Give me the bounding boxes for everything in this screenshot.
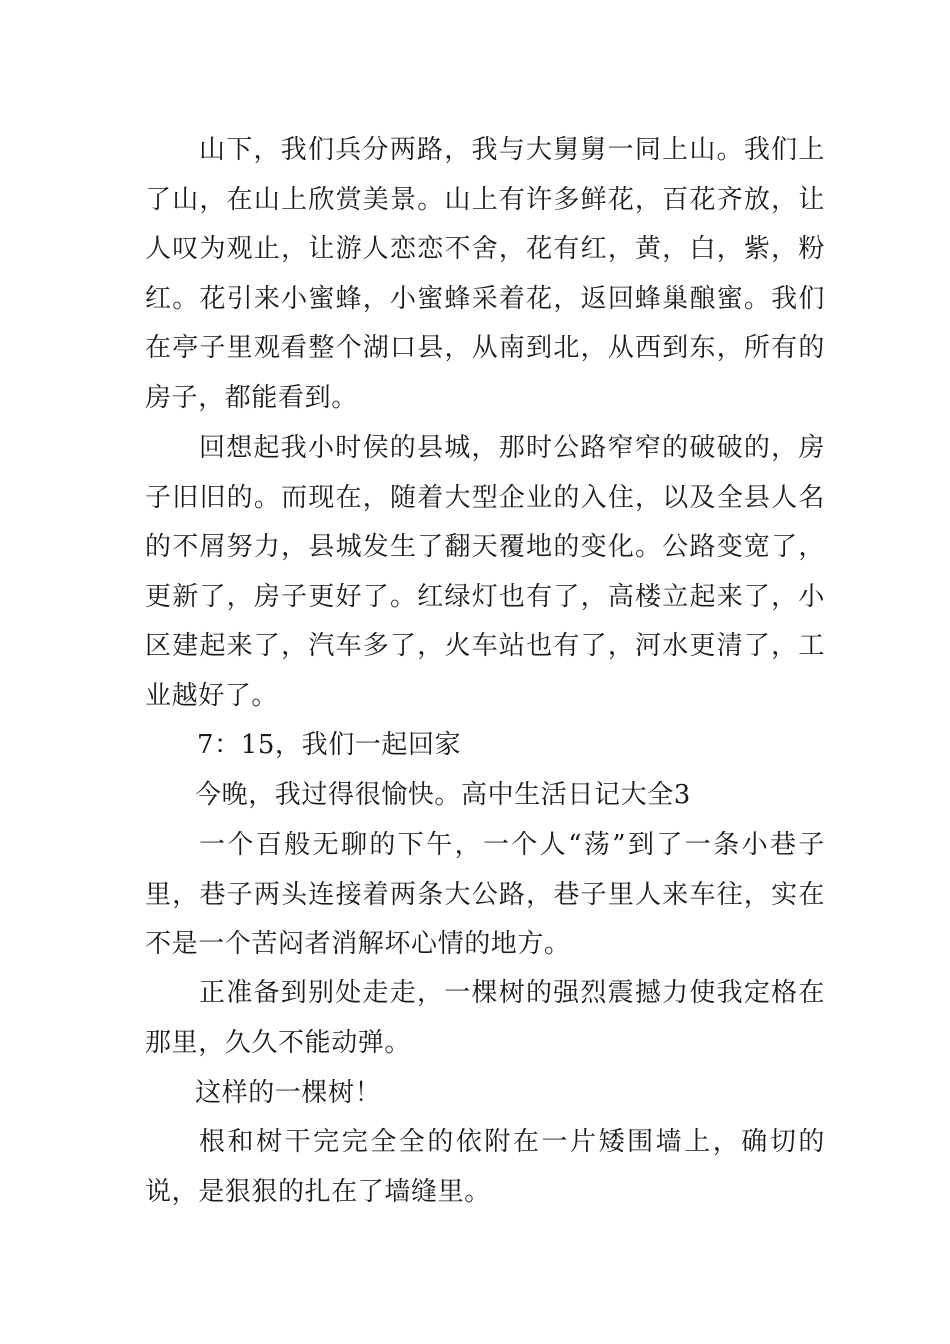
paragraph-county-memories: 回想起我小时侯的县城，那时公路窄窄的破破的，房子旧旧的。而现在，随着大型企业的入住，以及全县人名的不屑努力，县城发生了翻天覆地的变化。公路变宽了，更新了，房子更好了。红绿灯也有了，高楼立起来了，小区建起来了，汽车多了，火车站也有了，河水更清了，工业越好了。: [145, 433, 825, 711]
paragraph-boring-afternoon: 一个百般无聊的下午，一个人“荡”到了一条小巷子里，巷子两头连接着两条大公路，巷子里人来车往，实在不是一个苦闷者消解坏心情的地方。: [145, 830, 825, 959]
paragraph-roots-wall: 根和树干完完全全的依附在一片矮围墙上，确切的说，是狠狠的扎在了墙缝里。: [145, 1127, 825, 1207]
paragraph-tonight-happy: 今晚，我过得很愉快。高中生活日记大全3: [195, 780, 691, 810]
paragraph-mountain-trip: 山下，我们兵分两路，我与大舅舅一同上山。我们上了山，在山上欣赏美景。山上有许多鲜花，百花齐放，让人叹为观止，让游人恋恋不舍，花有红，黄，白，紫，粉红。花引来小蜜蜂，小蜜蜂采着花，返回蜂巢酿蜜。我们在亭子里观看整个湖口县，从南到北，从西到东，所有的房子，都能看到。: [145, 135, 825, 413]
paragraph-tree-shock: 正准备到别处走走，一棵树的强烈震撼力使我定格在那里，久久不能动弹。: [145, 978, 825, 1058]
paragraph-such-a-tree: 这样的一棵树！: [195, 1078, 382, 1108]
paragraph-go-home-time: 7：15，我们一起回家: [197, 730, 462, 760]
